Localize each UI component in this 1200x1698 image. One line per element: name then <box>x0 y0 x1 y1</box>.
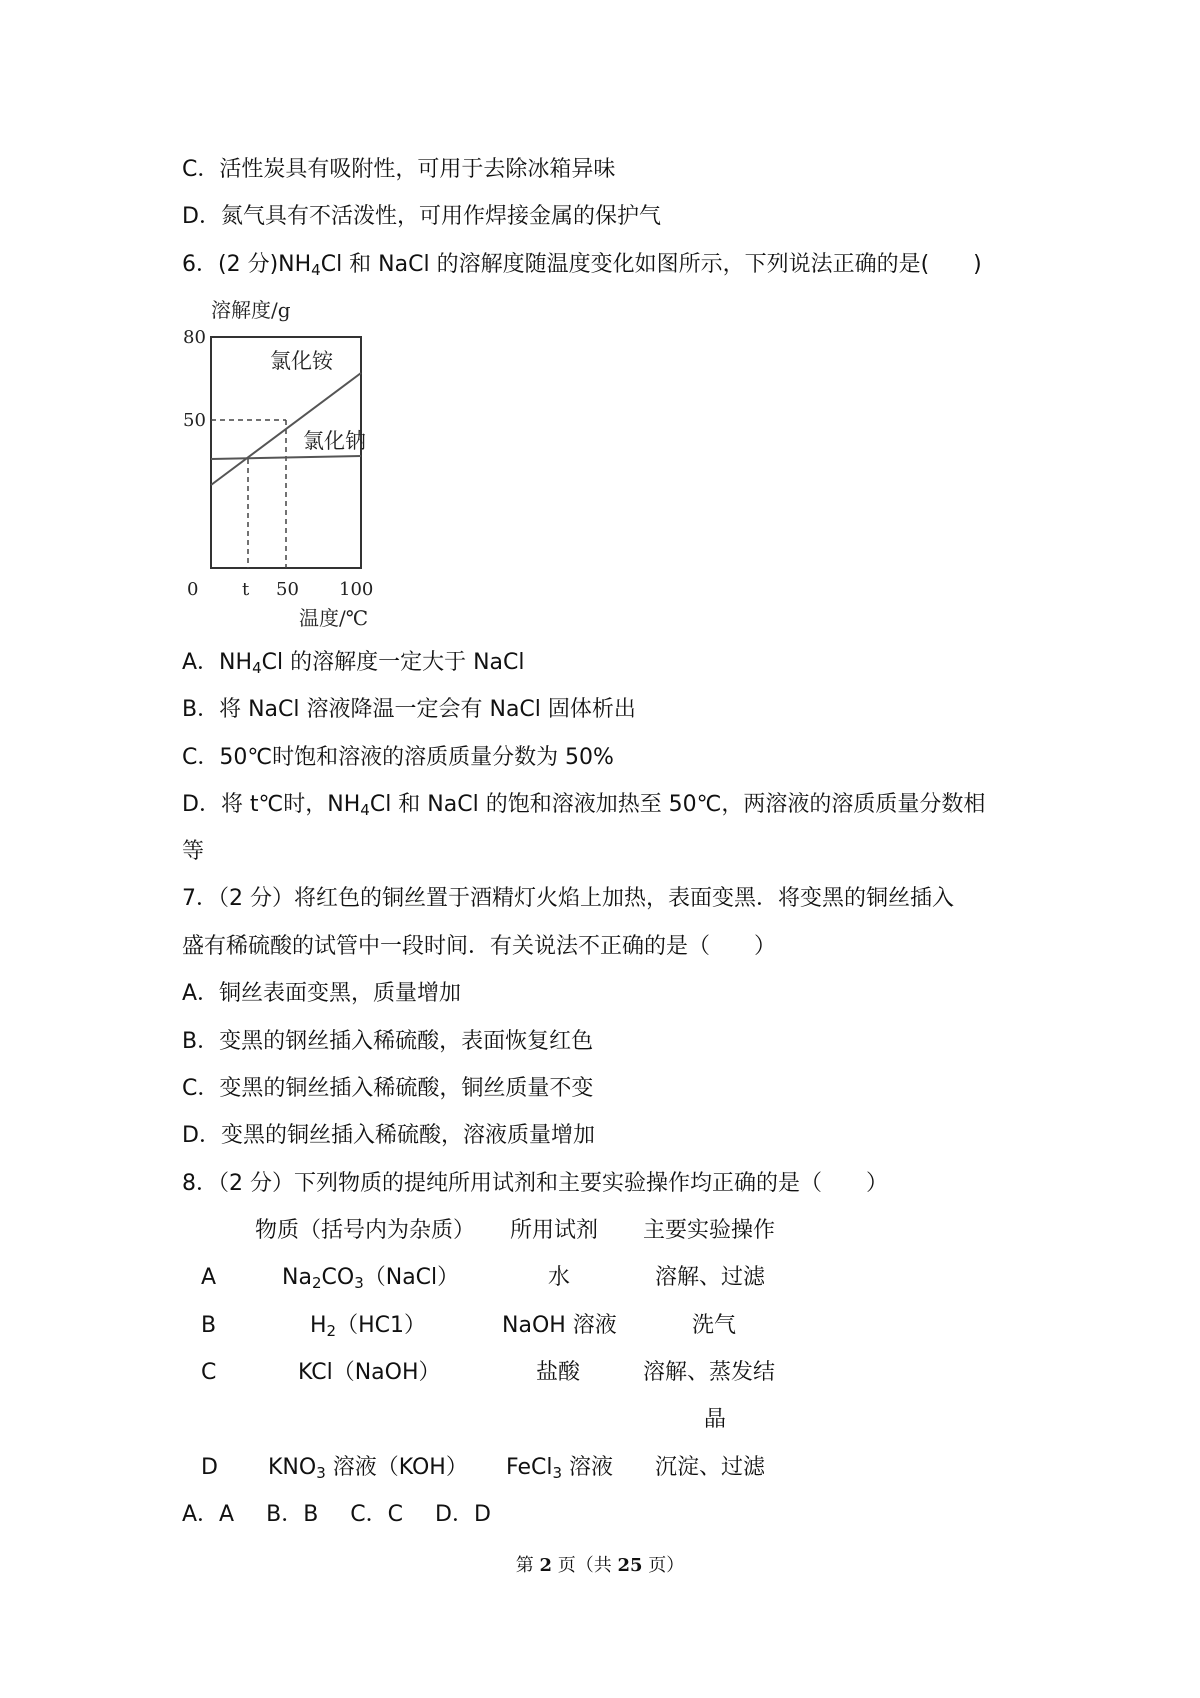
q8-row-reagent: NaOH 溶液 <box>502 1313 617 1338</box>
q8-row-reagent: FeCl$_3$ 溶液 <box>506 1455 614 1482</box>
q8-row-substance: $KNO_3$ 溶液（KOH） <box>268 1455 468 1482</box>
series-label-nh4cl: 氯化铵 <box>270 349 333 373</box>
q6-option-d-cont: 等 <box>182 839 205 864</box>
q8-row-reagent: 水 <box>548 1265 571 1290</box>
x-axis-label: 温度/℃ <box>299 606 369 630</box>
x-tick-50: 50 <box>276 579 299 600</box>
y-tick-50: 50 <box>183 410 206 431</box>
q8-row-operation: 溶解、蒸发结 <box>643 1360 776 1385</box>
x-tick-t: t <box>242 579 250 600</box>
q8-answer-d: D．D <box>435 1502 491 1527</box>
q7-option-b: B．变黑的钢丝插入稀硫酸，表面恢复红色 <box>182 1029 594 1054</box>
q8-answer-a: A．A <box>182 1502 235 1527</box>
q6-option-a: A．$NH_4Cl$ 的溶解度一定大于 NaCl <box>182 650 525 677</box>
y-axis-label: 溶解度/g <box>211 298 291 322</box>
page-number: 2 <box>539 1555 552 1576</box>
series-label-nacl: 氯化钠 <box>303 429 366 453</box>
q5-option-c: C．活性炭具有吸附性，可用于去除冰箱异味 <box>182 157 616 182</box>
page-total: 25 <box>617 1555 643 1576</box>
q8-row-operation: 溶解、过滤 <box>655 1265 766 1290</box>
q6-option-b: B．将 NaCl 溶液降温一定会有 NaCl 固体析出 <box>182 697 636 722</box>
x-tick-100: 100 <box>339 579 374 600</box>
q7-stem-line2: 盛有稀硫酸的试管中一段时间．有关说法不正确的是（ ） <box>182 934 777 959</box>
q8-row-label: B <box>201 1313 217 1338</box>
q8-row-operation: 洗气 <box>692 1313 737 1338</box>
q8-answer-b: B．B <box>266 1502 319 1527</box>
q8-row-label: A <box>201 1265 217 1290</box>
q7-stem-line1: 7．（2 分）将红色的铜丝置于酒精灯火焰上加热，表面变黑．将变黑的铜丝插入 <box>182 886 954 911</box>
y-tick-80: 80 <box>183 327 206 348</box>
q8-row-reagent: 盐酸 <box>536 1360 581 1385</box>
q8-answers <box>182 1500 491 1530</box>
q8-row-operation-cont: 晶 <box>704 1407 727 1432</box>
solubility-chart <box>175 293 395 633</box>
q8-answer-c: C．C <box>350 1502 404 1527</box>
q8-row-label: D <box>201 1455 218 1480</box>
q7-option-c: C．变黑的铜丝插入稀硫酸，铜丝质量不变 <box>182 1076 594 1101</box>
q8-stem: 8．（2 分）下列物质的提纯所用试剂和主要实验操作均正确的是（ ） <box>182 1171 888 1196</box>
page-footer: 第 2 页（共 25 页） <box>515 1555 685 1576</box>
q8-header-substance: 物质（括号内为杂质） <box>255 1218 476 1243</box>
q8-row-substance: KCl（NaOH） <box>298 1360 441 1385</box>
q6-option-d: D．将 t℃时，$NH_4Cl$ 和 NaCl 的饱和溶液加热至 50℃，两溶液的溶质质量分数相 <box>182 792 986 819</box>
q8-row-substance: $Na_2CO_3(NaCl)$ <box>282 1265 460 1292</box>
q8-row-substance: $H_2(HC1)$ <box>310 1313 426 1340</box>
q5-option-d: D．氮气具有不活泼性，可用作焊接金属的保护气 <box>182 204 661 229</box>
q8-row-label: C <box>201 1360 217 1385</box>
q8-row-operation: 沉淀、过滤 <box>655 1455 766 1480</box>
q8-header-operation: 主要实验操作 <box>643 1218 776 1243</box>
x-tick-0: 0 <box>187 579 199 600</box>
q8-header-reagent: 所用试剂 <box>510 1218 599 1243</box>
q6-stem: 6．(2 分)$NH_4Cl$ 和 NaCl 的溶解度随温度变化如图所示，下列说法正确的是( ) <box>182 252 982 279</box>
q7-option-a: A．铜丝表面变黑，质量增加 <box>182 981 462 1006</box>
q7-option-d: D．变黑的铜丝插入稀硫酸，溶液质量增加 <box>182 1123 595 1148</box>
q6-option-c: C．50℃时饱和溶液的溶质质量分数为 50% <box>182 745 614 770</box>
